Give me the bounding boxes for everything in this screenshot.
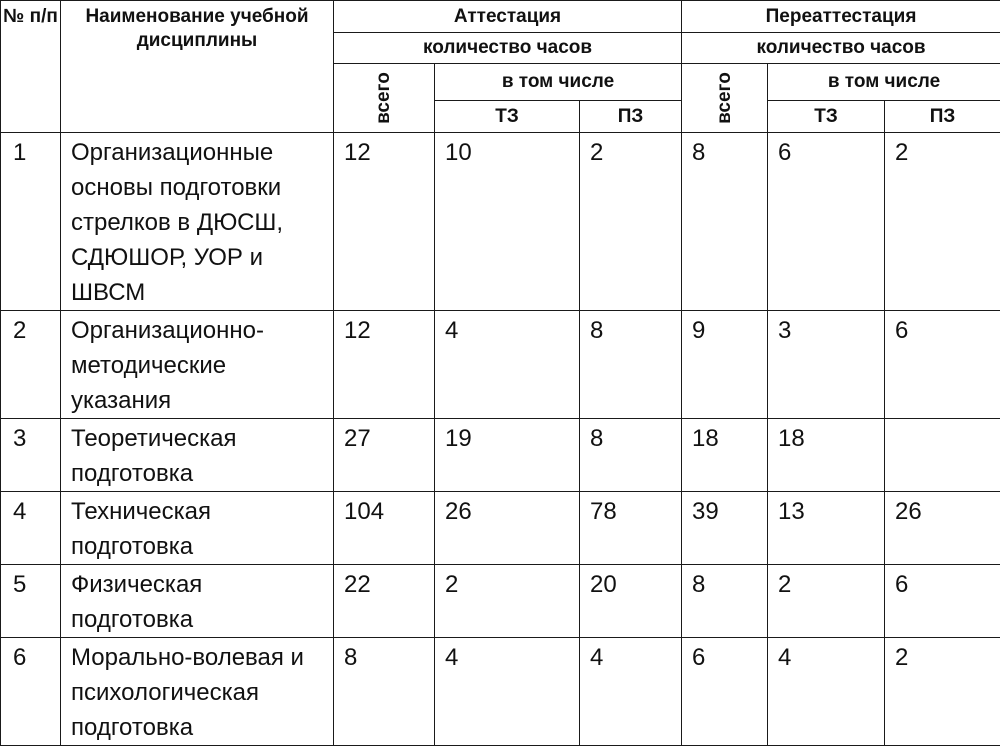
- attestation-header: Аттестация: [334, 1, 682, 33]
- row-reattestation-pz: 6: [885, 311, 1000, 419]
- row-reattestation-pz: 2: [885, 638, 1000, 746]
- row-attestation-tz: 4: [435, 638, 580, 746]
- discipline-name-header: Наименование учебной дисциплины: [61, 1, 334, 133]
- table-row: [1, 492, 1000, 565]
- row-reattestation-total: 8: [682, 133, 768, 311]
- table-row: [1, 638, 1000, 746]
- attestation-hours-header: количество часов: [334, 33, 682, 64]
- row-discipline-name: Теоретическая подготовка: [61, 419, 334, 492]
- row-discipline-name: Физическая подготовка: [61, 565, 334, 638]
- num-header: № п/п: [1, 1, 61, 133]
- table-row: [1, 565, 1000, 638]
- row-attestation-total: 12: [334, 311, 435, 419]
- row-attestation-tz: 2: [435, 565, 580, 638]
- row-reattestation-total: 6: [682, 638, 768, 746]
- row-reattestation-tz: 3: [768, 311, 885, 419]
- row-attestation-total: 12: [334, 133, 435, 311]
- row-attestation-tz: 26: [435, 492, 580, 565]
- row-attestation-tz: 19: [435, 419, 580, 492]
- row-reattestation-pz: 6: [885, 565, 1000, 638]
- row-reattestation-total: 8: [682, 565, 768, 638]
- row-reattestation-pz: 26: [885, 492, 1000, 565]
- reattestation-total-label: всего: [713, 72, 737, 124]
- row-num: 5: [1, 565, 61, 638]
- row-attestation-total: 27: [334, 419, 435, 492]
- reattestation-header: Переаттестация: [682, 1, 1000, 33]
- row-reattestation-total: 18: [682, 419, 768, 492]
- attestation-tz-header: ТЗ: [435, 101, 580, 133]
- row-attestation-total: 22: [334, 565, 435, 638]
- row-attestation-pz: 2: [580, 133, 682, 311]
- reattestation-hours-header: количество часов: [682, 33, 1000, 64]
- row-num: 1: [1, 133, 61, 311]
- row-reattestation-tz: 4: [768, 638, 885, 746]
- row-num: 4: [1, 492, 61, 565]
- row-discipline-name: Техническая подготовка: [61, 492, 334, 565]
- row-num: 2: [1, 311, 61, 419]
- reattestation-pz-header: ПЗ: [885, 101, 1000, 133]
- row-reattestation-tz: 18: [768, 419, 885, 492]
- attestation-incl-header: в том числе: [435, 64, 682, 101]
- reattestation-total-header: [682, 64, 768, 133]
- attestation-total-header: [334, 64, 435, 133]
- attestation-total-label: всего: [372, 72, 396, 124]
- row-attestation-pz: 20: [580, 565, 682, 638]
- row-attestation-tz: 4: [435, 311, 580, 419]
- row-attestation-total: 8: [334, 638, 435, 746]
- row-attestation-pz: 78: [580, 492, 682, 565]
- row-attestation-pz: 4: [580, 638, 682, 746]
- reattestation-tz-header: ТЗ: [768, 101, 885, 133]
- row-attestation-tz: 10: [435, 133, 580, 311]
- table-row: [1, 311, 1000, 419]
- row-attestation-pz: 8: [580, 311, 682, 419]
- table-row: [1, 419, 1000, 492]
- row-discipline-name: Организационные основы подготовки стрелков в ДЮСШ, СДЮШОР, УОР и ШВСМ: [61, 133, 334, 311]
- table-row: [1, 133, 1000, 311]
- row-reattestation-tz: 13: [768, 492, 885, 565]
- row-reattestation-total: 9: [682, 311, 768, 419]
- row-reattestation-tz: 6: [768, 133, 885, 311]
- row-attestation-total: 104: [334, 492, 435, 565]
- row-attestation-pz: 8: [580, 419, 682, 492]
- attestation-pz-header: ПЗ: [580, 101, 682, 133]
- reattestation-incl-header: в том числе: [768, 64, 1000, 101]
- row-discipline-name: Организационно-методические указания: [61, 311, 334, 419]
- row-num: 3: [1, 419, 61, 492]
- row-reattestation-tz: 2: [768, 565, 885, 638]
- row-reattestation-pz: 2: [885, 133, 1000, 311]
- row-reattestation-pz: [885, 419, 1000, 492]
- row-reattestation-total: 39: [682, 492, 768, 565]
- row-discipline-name: Морально-волевая и психологическая подготовка: [61, 638, 334, 746]
- row-num: 6: [1, 638, 61, 746]
